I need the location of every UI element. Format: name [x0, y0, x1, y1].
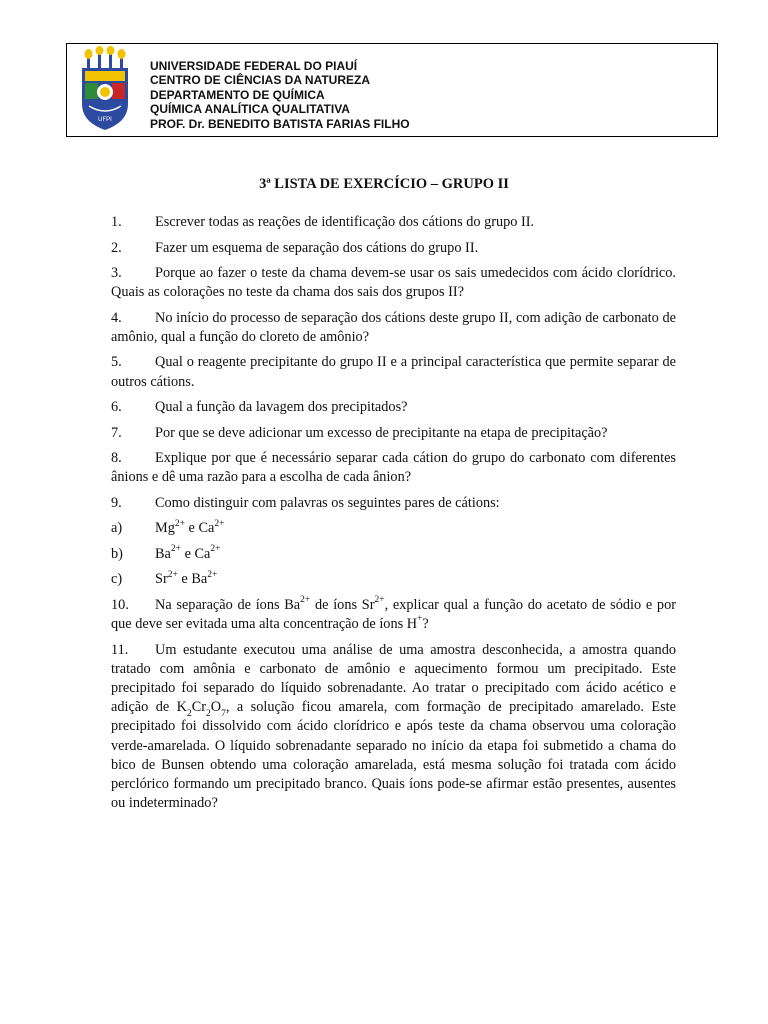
question-text: , explicar qual a função do acetato de sódio e por que deve ser evitada uma alta concentração de íons H: [111, 596, 676, 633]
question-text: Sr: [155, 571, 168, 588]
header-lines: [150, 59, 410, 131]
question-text: O: [210, 699, 222, 716]
question-text: Um estudante executou uma análise de uma amostra desconhecida, a amostra quando tratado com amônia e carbonato de amônio e aquecimento formou um precipitado. Este precipitado foi separado do líquido sobrenadante. Ao tratar o precipitado com ácido acético e adição de K: [111, 641, 676, 716]
question-item: a) $Mg^{2+}$ e $Ca^{2+}$: [111, 518, 225, 537]
superscript: 2+: [207, 569, 218, 580]
question-text: ?: [422, 616, 429, 633]
subscript: 2: [206, 708, 211, 719]
header-line-center: CENTRO DE CIÊNCIAS DA NATUREZA: [150, 73, 371, 88]
question-text: Explique por que é necessário separar cada cátion do grupo do carbonato com diferentes ânions e dê uma razão para a escolha de cada ânion?: [111, 450, 676, 486]
question-item: 9. Como distinguir com palavras os seguintes pares de cátions:: [111, 494, 500, 511]
question-text: Porque ao fazer o teste da chama devem-se usar os sais umedecidos com ácido clorídrico. Quais as colorações no teste da chama dos sais dos grupos II?: [111, 265, 676, 301]
question-text: Mg: [155, 520, 175, 537]
question-item: 8. Explique por que é necessário separar cada cátion do grupo do carbonato com diferentes ânions e dê uma razão para a escolha de cada ânion?: [111, 450, 676, 486]
header-line-department: DEPARTAMENTO DE QUÍMICA: [150, 87, 325, 102]
question-item: 5. Qual o reagente precipitante do grupo II e a principal característica que permite separar de outros cátions.: [111, 354, 676, 390]
page-title: 3ª LISTA DE EXERCÍCIO – GRUPO II: [259, 176, 509, 192]
question-text: Como distinguir com palavras os seguintes pares de cátions:: [155, 494, 500, 511]
question-item: 10. Na separação de íons $Ba^{2+}$ de íons $Sr^{2+}$, explicar qual a função do acetato de sódio e por que deve ser evitada uma alta concentração de íons H+?: [111, 595, 676, 633]
header-line-professor: PROF. Dr. BENEDITO BATISTA FARIAS FILHO: [150, 116, 410, 131]
superscript: +: [417, 614, 423, 625]
question-text: Na separação de íons Ba: [155, 596, 301, 613]
question-item: 6. Qual a função da lavagem dos precipitados?: [111, 399, 408, 416]
question-item: b) $Ba^{2+}$ e $Ca^{2+}$: [111, 544, 221, 562]
header-line-university: UNIVERSIDADE FEDERAL DO PIAUÍ: [150, 59, 358, 73]
superscript: 2+: [170, 544, 181, 555]
question-text: e Ba: [177, 571, 208, 588]
superscript: 2+: [210, 544, 221, 555]
question-item: 1. Escrever todas as reações de identificação dos cátions do grupo II.: [111, 214, 535, 230]
university-logo-icon: [79, 46, 131, 132]
torches: [85, 46, 126, 70]
question-text: Escrever todas as reações de identificação dos cátions do grupo II.: [155, 214, 535, 230]
question-text: Por que se deve adicionar um excesso de precipitante na etapa de precipitação?: [155, 424, 608, 441]
question-item: 11. Um estudante executou uma análise de uma amostra desconhecida, a amostra quando tratado com amônia e carbonato de amônio e aquecimento formou um precipitado. Este precipitado foi separado do líquido sobrenadante. Ao tratar o precipitado com ácido acético e adição de $K_2Cr_2O_7$, a solução ficou amarela, com formação de precipitado amarelado. Este precipitado foi dissolvido com ácido clorídrico e após teste da chama observou uma coloração verde-amarelada. O líquido sobrenadante separado no início da etapa foi submetido a chama do bico de Bunsen obtendo uma coloração amarelada, está mesma solução foi tratada com ácido perclórico formando um precipitado branco. Quais íons pode-se afirmar estão presentes, ausentes ou indeterminado?: [111, 641, 676, 812]
subscript: 7: [221, 708, 226, 719]
question-item: 2. Fazer um esquema de separação dos cátions do grupo II.: [111, 239, 479, 256]
header-box: [66, 43, 718, 137]
question-item: 7. Por que se deve adicionar um excesso de precipitante na etapa de precipitação?: [111, 424, 608, 441]
superscript: 2+: [300, 595, 311, 606]
question-text: e Ca: [181, 545, 211, 562]
question-text: de íons Sr: [310, 596, 375, 613]
header-line-course: QUÍMICA ANALÍTICA QUALITATIVA: [150, 102, 350, 117]
subscript: 2: [186, 708, 192, 719]
question-text: Fazer um esquema de separação dos cátions do grupo II.: [155, 239, 479, 256]
superscript: 2+: [174, 518, 185, 529]
question-text: , a solução ficou amarela, com formação de precipitado amarelado. Este precipitado foi dissolvido com ácido clorídrico e após teste da chama observou uma coloração verde-amarelada. O líquido sobrenadante separado no início da etapa foi submetido a chama do bico de Bunsen obtendo uma coloração amarelada, está mesma solução foi tratada com ácido perclórico formando um precipitado branco. Quais íons pode-se afirmar estão presentes, ausentes ou indeterminado?: [111, 699, 676, 812]
question-item: 3. Porque ao fazer o teste da chama devem-se usar os sais umedecidos com ácido clorídrico. Quais as colorações no teste da chama dos sais dos grupos II?: [111, 265, 676, 301]
question-item: c) $Sr^{2+}$ e $Ba^{2+}$: [111, 569, 218, 588]
question-list: [111, 213, 676, 820]
question-text: e Ca: [184, 520, 215, 537]
logo-text: UFPI: [98, 117, 112, 123]
question-text: Ba: [155, 545, 171, 562]
superscript: 2+: [214, 518, 225, 529]
superscript: 2+: [374, 595, 385, 606]
superscript: 2+: [167, 569, 178, 580]
question-text: No início do processo de separação dos cátions deste grupo II, com adição de carbonato de amônio, qual a função do cloreto de amônio?: [111, 309, 676, 345]
question-text: Qual a função da lavagem dos precipitados?: [155, 399, 408, 416]
question-text: Qual o reagente precipitante do grupo II e a principal característica que permite separar de outros cátions.: [111, 354, 676, 390]
question-text: Cr: [191, 699, 207, 716]
question-item: 4. No início do processo de separação dos cátions deste grupo II, com adição de carbonato de amônio, qual a função do cloreto de amônio?: [111, 309, 676, 345]
